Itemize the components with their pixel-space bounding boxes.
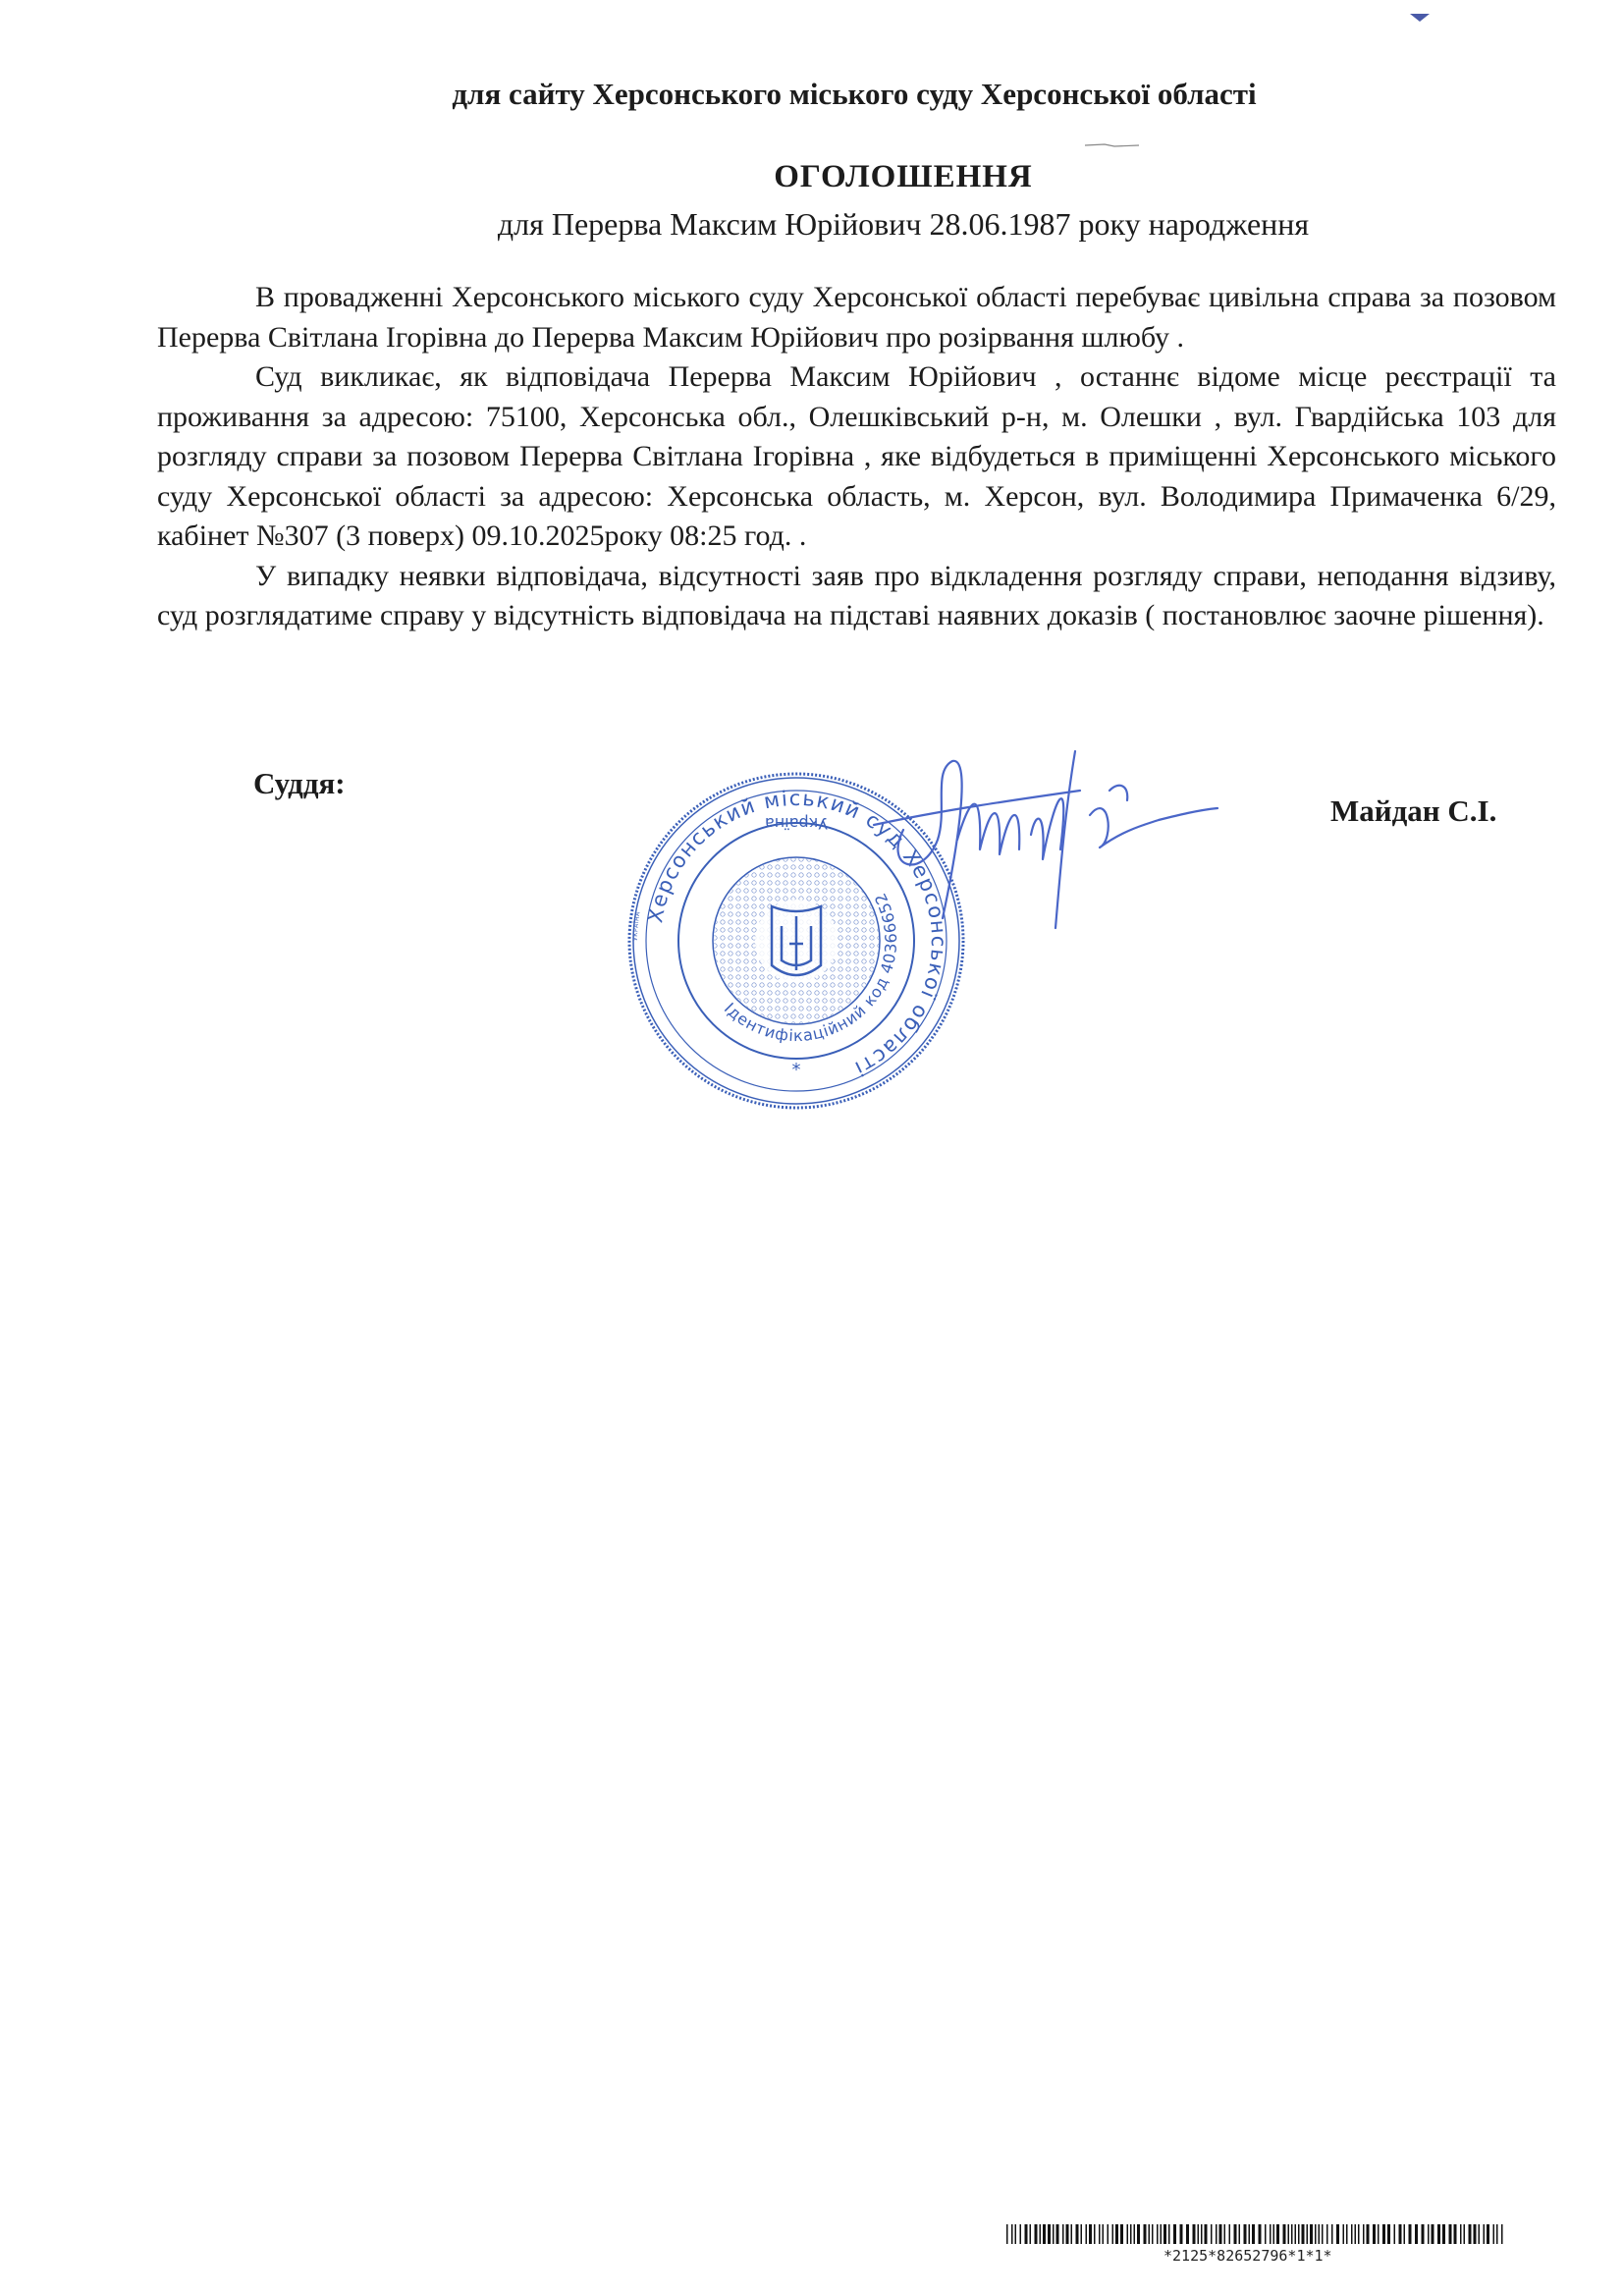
judge-signature [864, 732, 1237, 938]
barcode-bar [1198, 2224, 1200, 2244]
barcode-bar [1205, 2224, 1208, 2244]
barcode-bar [1259, 2224, 1262, 2244]
barcode-bar [1180, 2224, 1183, 2244]
barcode-bar [1086, 2224, 1088, 2244]
barcode-bar [1137, 2224, 1140, 2244]
barcode-bar [1449, 2224, 1452, 2244]
barcode-bar [1484, 2224, 1486, 2244]
barcode-bar [1094, 2224, 1096, 2244]
scan-artifact-dash [1085, 142, 1139, 148]
barcode-bar [1186, 2224, 1189, 2244]
barcode-bar [1224, 2224, 1226, 2244]
barcode-bar [1331, 2224, 1333, 2244]
barcode-bar [1252, 2224, 1255, 2244]
barcode-bar [1302, 2224, 1305, 2244]
barcode-bar [1015, 2224, 1017, 2244]
barcode-bar [1234, 2224, 1237, 2244]
barcode-bar [1501, 2224, 1503, 2244]
barcode-bar [1310, 2224, 1313, 2244]
svg-text:УКРАЇНА [632, 910, 642, 941]
barcode-bar [1244, 2224, 1247, 2244]
barcode-bar [1298, 2224, 1300, 2244]
barcode-bar [1283, 2224, 1286, 2244]
barcode-bar [1487, 2224, 1489, 2244]
paragraph-proceedings: В провадженні Херсонського міського суду Херсонської області перебуває цивільна справа за позовом Перерва Світлана Ігорівна до Перерва Максим Юрійович про розірвання шлюбу . [157, 281, 1556, 354]
barcode-bar [1089, 2224, 1092, 2244]
barcode-bar [1193, 2224, 1196, 2244]
barcode-bar [1035, 2224, 1038, 2244]
barcode-bar [1432, 2224, 1434, 2244]
barcode-bar [1479, 2224, 1481, 2244]
barcode-bar [1355, 2224, 1357, 2244]
barcode-bar [1415, 2224, 1418, 2244]
barcode-bar [1373, 2224, 1376, 2244]
seal-inner-text: Ідентифікаційний код 40366652 [720, 889, 901, 1046]
barcode-bar [1322, 2224, 1324, 2244]
barcode-bar [1112, 2224, 1114, 2244]
barcode-bar [1219, 2224, 1222, 2244]
barcode-bar [1062, 2224, 1064, 2244]
document-subtitle: для Перерва Максим Юрійович 28.06.1987 року народження [497, 206, 1310, 242]
barcode-bar [1319, 2224, 1321, 2244]
barcode [1006, 2224, 1507, 2244]
barcode-bar [1149, 2224, 1151, 2244]
barcode-bar [1394, 2224, 1396, 2244]
barcode-bar [1378, 2224, 1380, 2244]
barcode-bar [1211, 2224, 1213, 2244]
document-header: для сайту Херсонського міського суду Херсонської області [452, 77, 1257, 111]
seal-outer-text: Херсонський міський суд Херсонської області [643, 786, 951, 1081]
barcode-bar [1134, 2224, 1136, 2244]
barcode-bar [1428, 2224, 1430, 2244]
barcode-bar [1006, 2224, 1008, 2244]
barcode-bar [1382, 2224, 1385, 2244]
barcode-bar [1108, 2224, 1109, 2244]
paragraph-summons: Суд викликає, як відповідача Перерва Максим Юрійович , останнє відоме місце реєстрації та проживання за адресою: 75100, Херсонська обл., Олешківський р-н, м. Олешки , вул. Гвардійська 103 для розгляду справи за позовом Перерва Світлана Ігорівна , яке відбудеться в приміщенні Херсонського міського суду Херсонської області за адресою: Херсонська область, м. Херсон, вул. Володимира Примаченка 6/29, кабінет №307 (3 поверх) 09.10.2025року 08:25 год. . [157, 360, 1556, 552]
barcode-bar [1326, 2224, 1328, 2244]
barcode-bar [1040, 2224, 1042, 2244]
barcode-bar [1216, 2224, 1217, 2244]
barcode-bar [1307, 2224, 1309, 2244]
barcode-bar [1367, 2224, 1370, 2244]
barcode-bar [1288, 2224, 1290, 2244]
barcode-bar [1076, 2224, 1079, 2244]
barcode-bar [1115, 2224, 1118, 2244]
barcode-bar [1399, 2224, 1402, 2244]
seal-country: Україна [764, 814, 829, 833]
barcode-bar [1460, 2224, 1462, 2244]
barcode-bar [1437, 2224, 1440, 2244]
barcode-bar [1030, 2224, 1032, 2244]
barcode-bar [1409, 2224, 1412, 2244]
barcode-bar [1161, 2224, 1163, 2244]
barcode-bar [1130, 2224, 1132, 2244]
barcode-bar [1043, 2224, 1046, 2244]
barcode-bar [1249, 2224, 1251, 2244]
barcode-bar [1295, 2224, 1297, 2244]
seal-microtext: УКРАЇНА [631, 910, 642, 942]
barcode-bar [1066, 2224, 1069, 2244]
barcode-bar [1343, 2224, 1345, 2244]
barcode-bar [1239, 2224, 1241, 2244]
barcode-bar [1011, 2224, 1013, 2244]
barcode-bar [1346, 2224, 1348, 2244]
barcode-bar [1056, 2224, 1059, 2244]
barcode-bar [1276, 2224, 1279, 2244]
document-body [157, 278, 1556, 636]
barcode-bar [1020, 2224, 1022, 2244]
barcode-bar [1270, 2224, 1271, 2244]
barcode-bar [1157, 2224, 1159, 2244]
barcode-bar [1273, 2224, 1275, 2244]
barcode-bar [1496, 2224, 1498, 2244]
barcode-bar [1081, 2224, 1083, 2244]
barcode-bar [1442, 2224, 1445, 2244]
barcode-bar [1363, 2224, 1365, 2244]
barcode-bar [1315, 2224, 1317, 2244]
barcode-bar [1103, 2224, 1105, 2244]
barcode-bar [1053, 2224, 1055, 2244]
barcode-bar [1422, 2224, 1425, 2244]
barcode-bar [1265, 2224, 1267, 2244]
judge-name: Майдан С.І. [1330, 793, 1497, 828]
barcode-bar [1474, 2224, 1477, 2244]
judge-label: Суддя: [253, 766, 346, 800]
barcode-bar [1173, 2224, 1176, 2244]
barcode-bar [1493, 2224, 1495, 2244]
paragraph-default-judgment: У випадку неявки відповідача, відсутності заяв про відкладення розгляду справи, неподання відзиву, суд розглядатиме справу у відсутність відповідача на підставі наявних доказів ( постановлює заочне рішення). [157, 559, 1556, 631]
barcode-text: *2125*82652796*1*1* [1163, 2247, 1332, 2265]
barcode-bar [1168, 2224, 1170, 2244]
scan-artifact-mark [1409, 12, 1431, 24]
barcode-bar [1144, 2224, 1147, 2244]
barcode-bar [1291, 2224, 1293, 2244]
barcode-bar [1464, 2224, 1466, 2244]
barcode-bar [1351, 2224, 1353, 2244]
barcode-bar [1120, 2224, 1123, 2244]
barcode-bar [1048, 2224, 1051, 2244]
barcode-bar [1025, 2224, 1028, 2244]
barcode-bar [1469, 2224, 1472, 2244]
barcode-bar [1127, 2224, 1129, 2244]
barcode-bar [1358, 2224, 1360, 2244]
barcode-bar [1152, 2224, 1154, 2244]
barcode-bar [1163, 2224, 1166, 2244]
barcode-bar [1071, 2224, 1073, 2244]
barcode-bar [1404, 2224, 1406, 2244]
barcode-bar [1387, 2224, 1390, 2244]
document-title: ОГОЛОШЕННЯ [774, 159, 1033, 194]
seal-star-icon: * [791, 1060, 801, 1080]
barcode-bar [1336, 2224, 1339, 2244]
barcode-bar [1201, 2224, 1203, 2244]
barcode-bar [1229, 2224, 1231, 2244]
barcode-bar [1099, 2224, 1101, 2244]
barcode-bar [1454, 2224, 1457, 2244]
